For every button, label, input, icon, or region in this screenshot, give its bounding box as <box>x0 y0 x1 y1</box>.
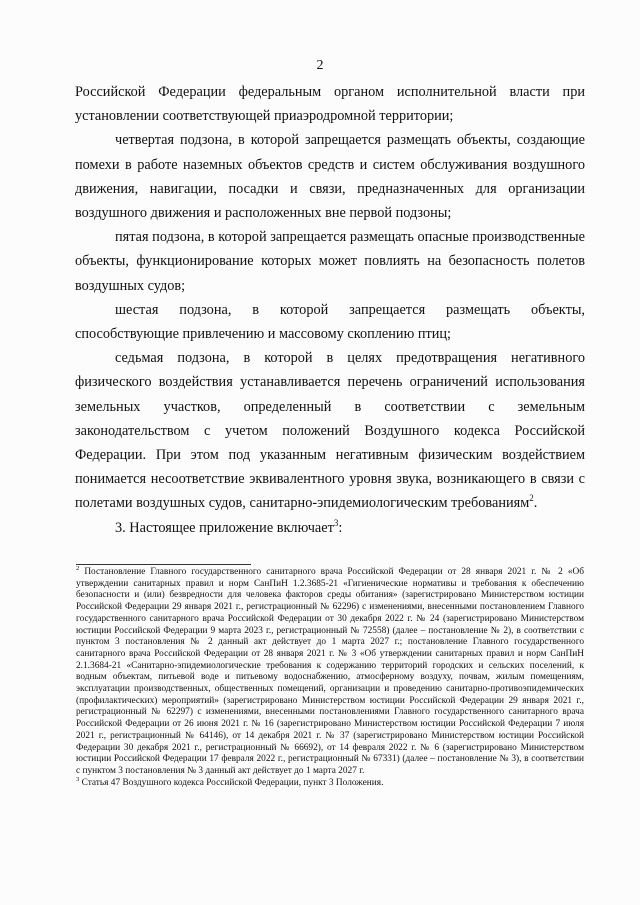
paragraph-6-tail: : <box>338 519 343 536</box>
paragraph-6 <box>75 516 585 540</box>
footnotes <box>76 564 585 789</box>
footnote-ref-3: 3 <box>333 517 339 528</box>
document-body <box>75 80 585 540</box>
paragraph-1: Российской Федерации федеральным органом исполнительной власти при установлении соответствующей приаэродромной территории; <box>75 84 585 125</box>
paragraph-3: пятая подзона, в которой запрещается размещать опасные производственные объекты, функционирование которых может повлиять на безопасность полетов воздушных судов; <box>75 229 585 294</box>
footnote-2-text: Постановление Главного государственного санитарного врача Российской Федерации от 28 января 2021 г. № 2 «Об утверждении санитарных правил и норм СанПиН 1.2.3685-21 «Гигиенические нормативы и требования к обеспечению безопасности и (или) безвредности для человека факторов среды обитания» (зарегистрировано Министерством юстиции Российской Федерации 29 января 2021 г., регистрационный № 62296) с изменениями, внесенными постановлением Главного государственного санитарного врача Российской Федерации от 30 декабря 2022 г. № 24 (зарегистрировано Министерством юстиции Российской Федерации 9 марта 2023 г., регистрационный № 72558) (далее – постановление № 2), в соответствии с пунктом 3 постановления № 2 данный акт действует до 1 марта 2027 г.; постановление Главного государственного санитарного врача Российской Федерации от 28 января 2021 г. № 3 «Об утверждении санитарных правил и норм СанПиН 2.1.3684-21 «Санитарно-эпидемиологические требования к содержанию территорий городских и сельских поселений, к водным объектам, питьевой воде и питьевому водоснабжению, атмосферному воздуху, почвам, жилым помещениям, эксплуатации производственных, общественных помещений, организации и проведению санитарно-противоэпидемических (профилактических) мероприятий» (зарегистрировано Министерством юстиции Российской Федерации 29 января 2021 г., регистрационный № 62297) с изменениями, внесенными постановлениями Главного государственного санитарного врача Российской Федерации от 26 июня 2021 г. № 16 (зарегистрировано Министерством юстиции Российской Федерации 7 июля 2021 г., регистрационный № 64146), от 14 декабря 2021 г. № 37 (зарегистрировано Министерством юстиции Российской Федерации 30 декабря 2021 г., регистрационный № 66692), от 14 февраля 2022 г. № 6 (зарегистрировано Министерством юстиции Российской Федерации 17 февраля 2022 г., регистрационный № 67331) (далее – постановление № 3), в соответствии с пунктом 3 постановления № 3 данный акт действует до 1 марта 2027 г. <box>76 567 585 776</box>
footnote-divider <box>76 564 251 565</box>
paragraph-4: шестая подзона, в которой запрещается размещать объекты, способствующие привлечению и массовому скоплению птиц; <box>75 301 585 343</box>
footnote-3 <box>76 775 584 790</box>
footnote-3-text: Статья 47 Воздушного кодекса Российской Федерации, пункт 3 Положения. <box>81 777 384 788</box>
footnote-ref-2: 2 <box>529 493 534 504</box>
paragraph-5: седьмая подзона, в которой в целях предотвращения негативного физического воздействия устанавливается перечень ограничений использования земельных участков, определенный в соответствии с земельным законодательством с учетом положений Воздушного кодекса Российской Федерации. При этом под указанным негативным физическим воздействием понимается несоответствие эквивалентного уровня звука, возникающего в связи с полетами воздушных судов, санитарно-эпидемиологическим требованиям$^2$. <box>75 350 585 512</box>
paragraph-5-text: седьмая подзона, в которой в целях предотвращения негативного физического воздействия устанавливается перечень ограничений использования земельных участков, определенный в соответствии с земельным законодательством с учетом положений Воздушного кодекса Российской Федерации. При этом под указанным негативным физическим воздействием понимается несоответствие эквивалентного уровня звука, возникающего в связи с полетами воздушных судов, санитарно-эпидемиологическим требованиям <box>75 350 585 512</box>
page-number: 2 <box>316 58 324 73</box>
footnote-3-number: 3 <box>76 775 80 783</box>
paragraph-6-text: 3. Настоящее приложение включает <box>115 519 334 536</box>
footnote-2 <box>76 564 585 778</box>
paragraph-2: четвертая подзона, в которой запрещается размещать объекты, создающие помехи в работе наземных объектов средств и систем обслуживания воздушного движения, навигации, посадки и связи, предназначенных для организации воздушного движения и расположенных вне первой подзоны; <box>75 132 585 222</box>
footnote-2-number: 2 <box>76 564 80 572</box>
